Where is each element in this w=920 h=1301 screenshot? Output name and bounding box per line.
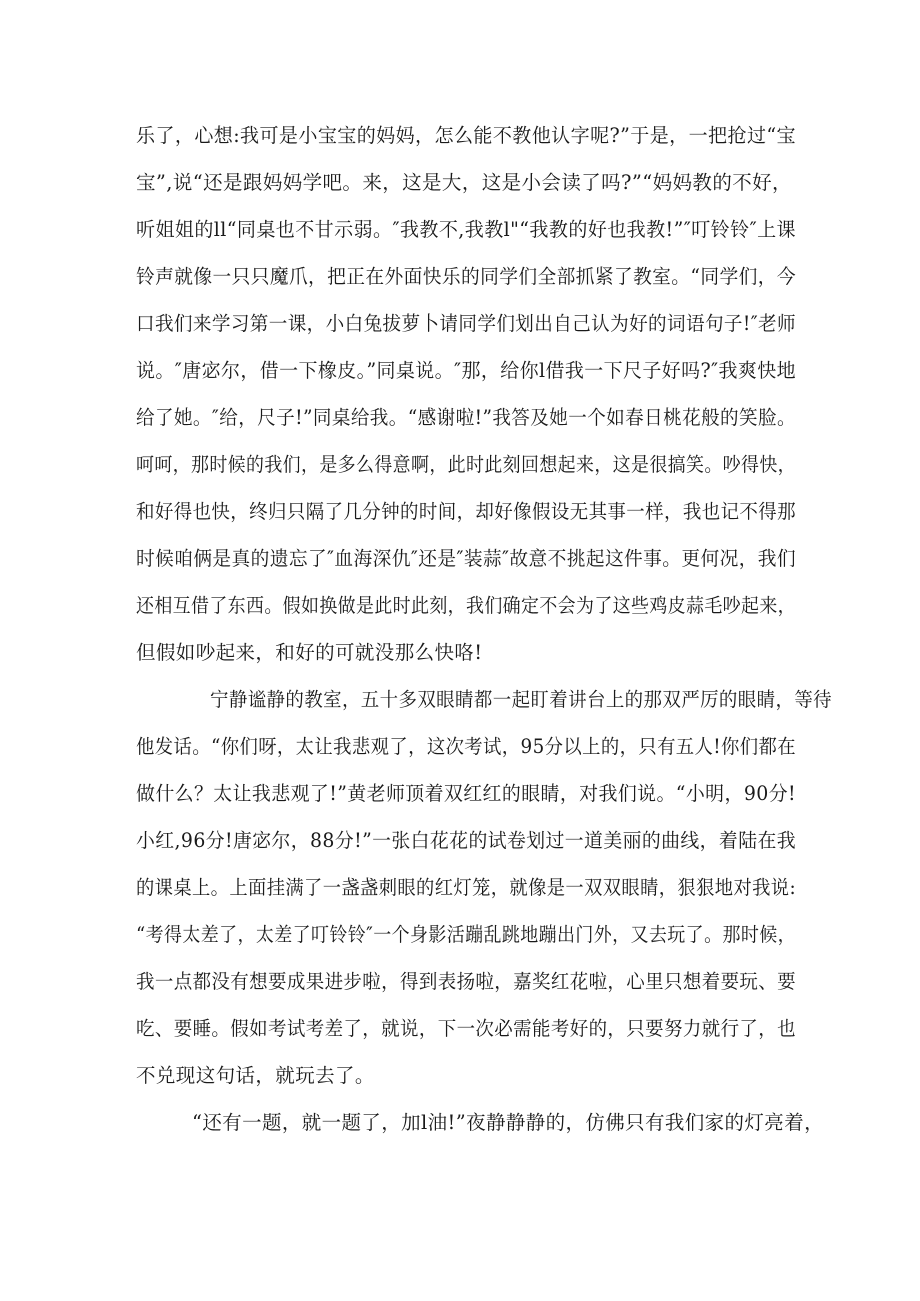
text-line-13: 宁静谧静的教室，五十多双眼睛都一起盯着讲台上的那双严厉的眼睛，等待 xyxy=(209,688,833,711)
text-line-20: 吃、要睡。假如考试考差了，就说，下一次必需能考好的，只要努力就行了，也 xyxy=(136,1017,797,1040)
text-line-1: 乐了，心想:我可是小宝宝的妈妈，怎么能不教他认字呢?”于是，一把抢过“宝 xyxy=(136,124,796,147)
text-line-11: 还相互借了东西。假如换做是此时此刻，我们确定不会为了这些鸡皮蒜毛吵起来， xyxy=(136,594,797,617)
text-line-19: 我一点都没有想要成果进步啦，得到表扬啦，嘉奖红花啦，心里只想着要玩、要 xyxy=(136,970,797,993)
text-line-16: 小红,96分!唐宓尔，88分!”一张白花花的试卷划过一道美丽的曲线，着陆在我 xyxy=(136,829,796,852)
text-line-14: 他发话。“你们呀，太让我悲观了，这次考试，95分以上的，只有五人!你们都在 xyxy=(136,735,796,758)
text-line-4: 铃声就像一只只魔爪，把正在外面快乐的同学们全部抓紧了教室。“同学们，今 xyxy=(136,265,796,288)
document-body xyxy=(136,112,833,1146)
text-line-8: 呵呵，那时候的我们，是多么得意啊，此时此刻回想起来，这是很搞笑。吵得快， xyxy=(136,453,797,476)
text-line-2: 宝”,说“还是跟妈妈学吧。来，这是大，这是小会读了吗?”“妈妈教的不好， xyxy=(136,171,792,194)
text-line-15: 做什么？太让我悲观了!”黄老师顶着双红红的眼睛，对我们说。“小明，90分! xyxy=(136,782,797,805)
text-line-7: 给了她。″给，尺子!”同桌给我。“感谢啦!”我答及她一个如春日桃花般的笑脸。 xyxy=(136,406,796,429)
text-line-9: 和好得也快，终归只隔了几分钟的时间，却好像假设无其事一样，我也记不得那 xyxy=(136,500,797,523)
text-line-18: “考得太差了，太差了叮铃铃″一个身影活蹦乱跳地蹦出门外，又去玩了。那时候， xyxy=(136,923,796,946)
text-line-10: 时候咱俩是真的遗忘了″血海深仇″还是″装蒜″故意不挑起这件事。更何况，我们 xyxy=(136,547,797,570)
text-line-5: 口我们来学习第一课，小白兔拔萝卜请同学们划出自己认为好的词语句子!″老师 xyxy=(136,312,796,335)
text-line-12: 但假如吵起来，和好的可就没那么快咯! xyxy=(136,641,483,664)
text-line-22: “还有一题，就一题了，加l油!”夜静静静的，仿佛只有我们家的灯亮着， xyxy=(191,1111,824,1134)
text-line-21: 不兑现这句话，就玩去了。 xyxy=(136,1064,375,1087)
text-line-17: 的课桌上。上面挂满了一盏盏刺眼的红灯笼，就像是一双双眼睛，狠狠地对我说: xyxy=(136,876,797,899)
text-line-6: 说。″唐宓尔，借一下橡皮。”同桌说。″那，给你l借我一下尺子好吗?″我爽快地 xyxy=(136,359,797,382)
text-line-3: 听姐姐的ll“同桌也不甘示弱。″我教不,我教l"“我教的好也我教!”″叮铃铃″上课 xyxy=(136,218,796,241)
